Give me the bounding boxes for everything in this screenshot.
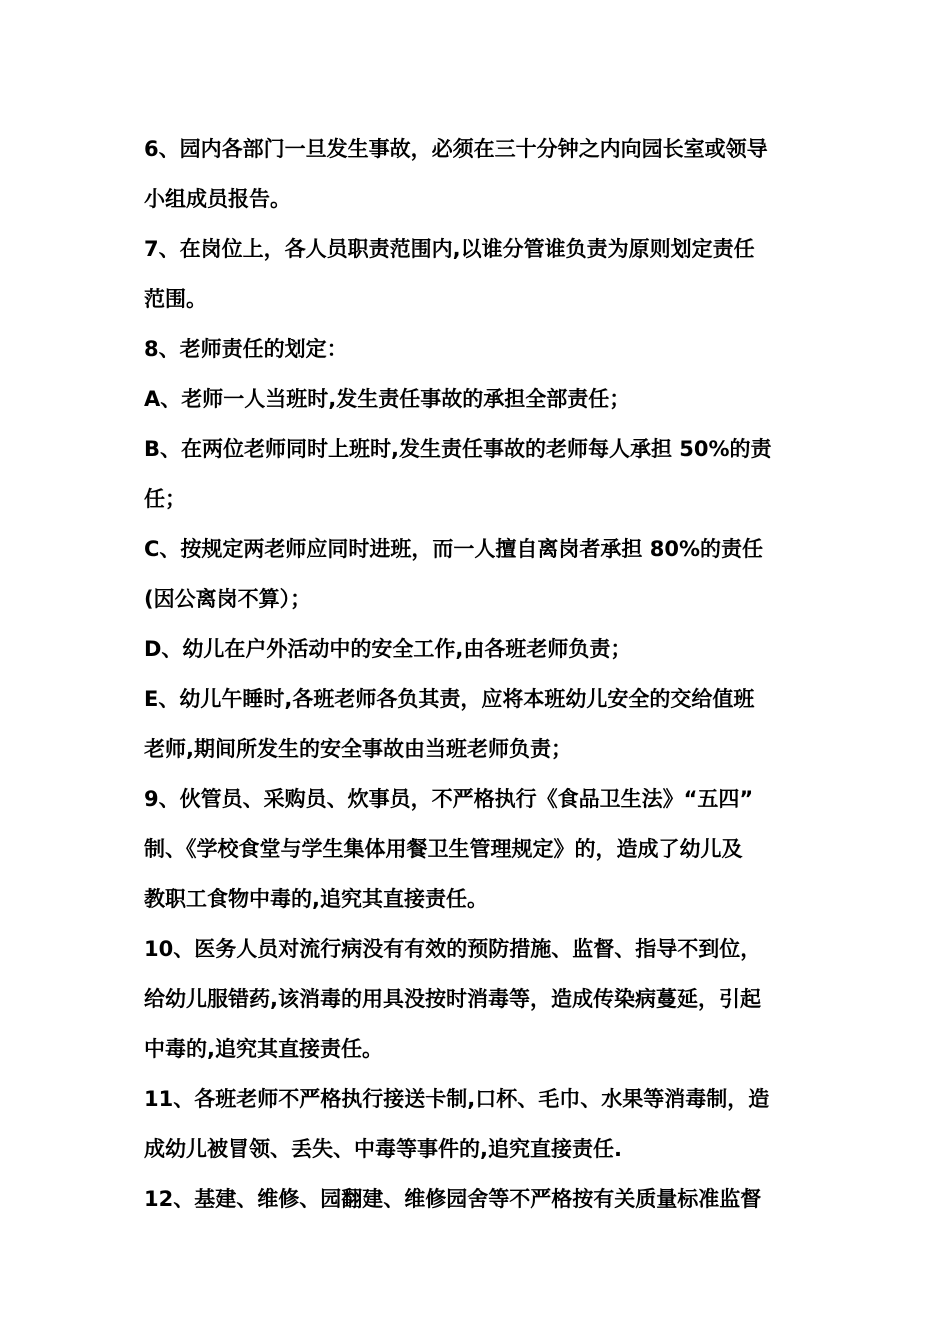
text-line-item-8a: A、老师一人当班时,发生责任事故的承担全部责任； — [144, 387, 631, 411]
text-line-item-7: 7、在岗位上，各人员职责范围内,以谁分管谁负责为原则划定责任 — [144, 237, 755, 261]
text-line-item-8e: E、幼儿午睡时,各班老师各负其责，应将本班幼儿安全的交给值班 — [144, 687, 755, 711]
text-line-item-6-cont: 小组成员报告。 — [144, 187, 291, 211]
text-line-item-10: 10、医务人员对流行病没有有效的预防措施、监督、指导不到位， — [144, 937, 762, 961]
document-body — [144, 124, 808, 1224]
text-line-item-6: 6、园内各部门一旦发生事故，必须在三十分钟之内向园长室或领导 — [144, 137, 768, 161]
text-line-item-9-cont-1: 制、《学校食堂与学生集体用餐卫生管理规定》的，造成了幼儿及 — [144, 837, 743, 861]
text-line-item-7-cont: 范围。 — [144, 287, 207, 311]
text-line-item-8e-cont: 老师,期间所发生的安全事故由当班老师负责； — [144, 737, 572, 761]
text-line-item-8b: B、在两位老师同时上班时,发生责任事故的老师每人承担 50%的责 — [144, 437, 772, 461]
text-line-item-8c: C、按规定两老师应同时进班，而一人擅自离岗者承担 80%的责任 — [144, 537, 763, 561]
text-line-item-10-cont-1: 给幼儿服错药,该消毒的用具没按时消毒等，造成传染病蔓延，引起 — [144, 987, 761, 1011]
text-line-item-8b-cont: 任； — [144, 487, 186, 511]
text-line-item-8-heading: 8、老师责任的划定： — [144, 337, 348, 361]
text-line-item-12: 12、基建、维修、园翻建、维修园舍等不严格按有关质量标准监督 — [144, 1187, 762, 1211]
text-line-item-9: 9、伙管员、采购员、炊事员，不严格执行《食品卫生法》“五四” — [144, 787, 754, 811]
text-line-item-11: 11、各班老师不严格执行接送卡制,口杯、毛巾、水果等消毒制，造 — [144, 1087, 770, 1111]
text-line-item-8d: D、幼儿在户外活动中的安全工作,由各班老师负责； — [144, 637, 632, 661]
text-line-item-10-cont-2: 中毒的,追究其直接责任。 — [144, 1037, 383, 1061]
text-line-item-11-cont: 成幼儿被冒领、丢失、中毒等事件的,追究直接责任. — [144, 1137, 622, 1161]
text-line-item-8c-cont: (因公离岗不算）； — [144, 587, 312, 611]
text-line-item-9-cont-2: 教职工食物中毒的,追究其直接责任。 — [144, 887, 488, 911]
